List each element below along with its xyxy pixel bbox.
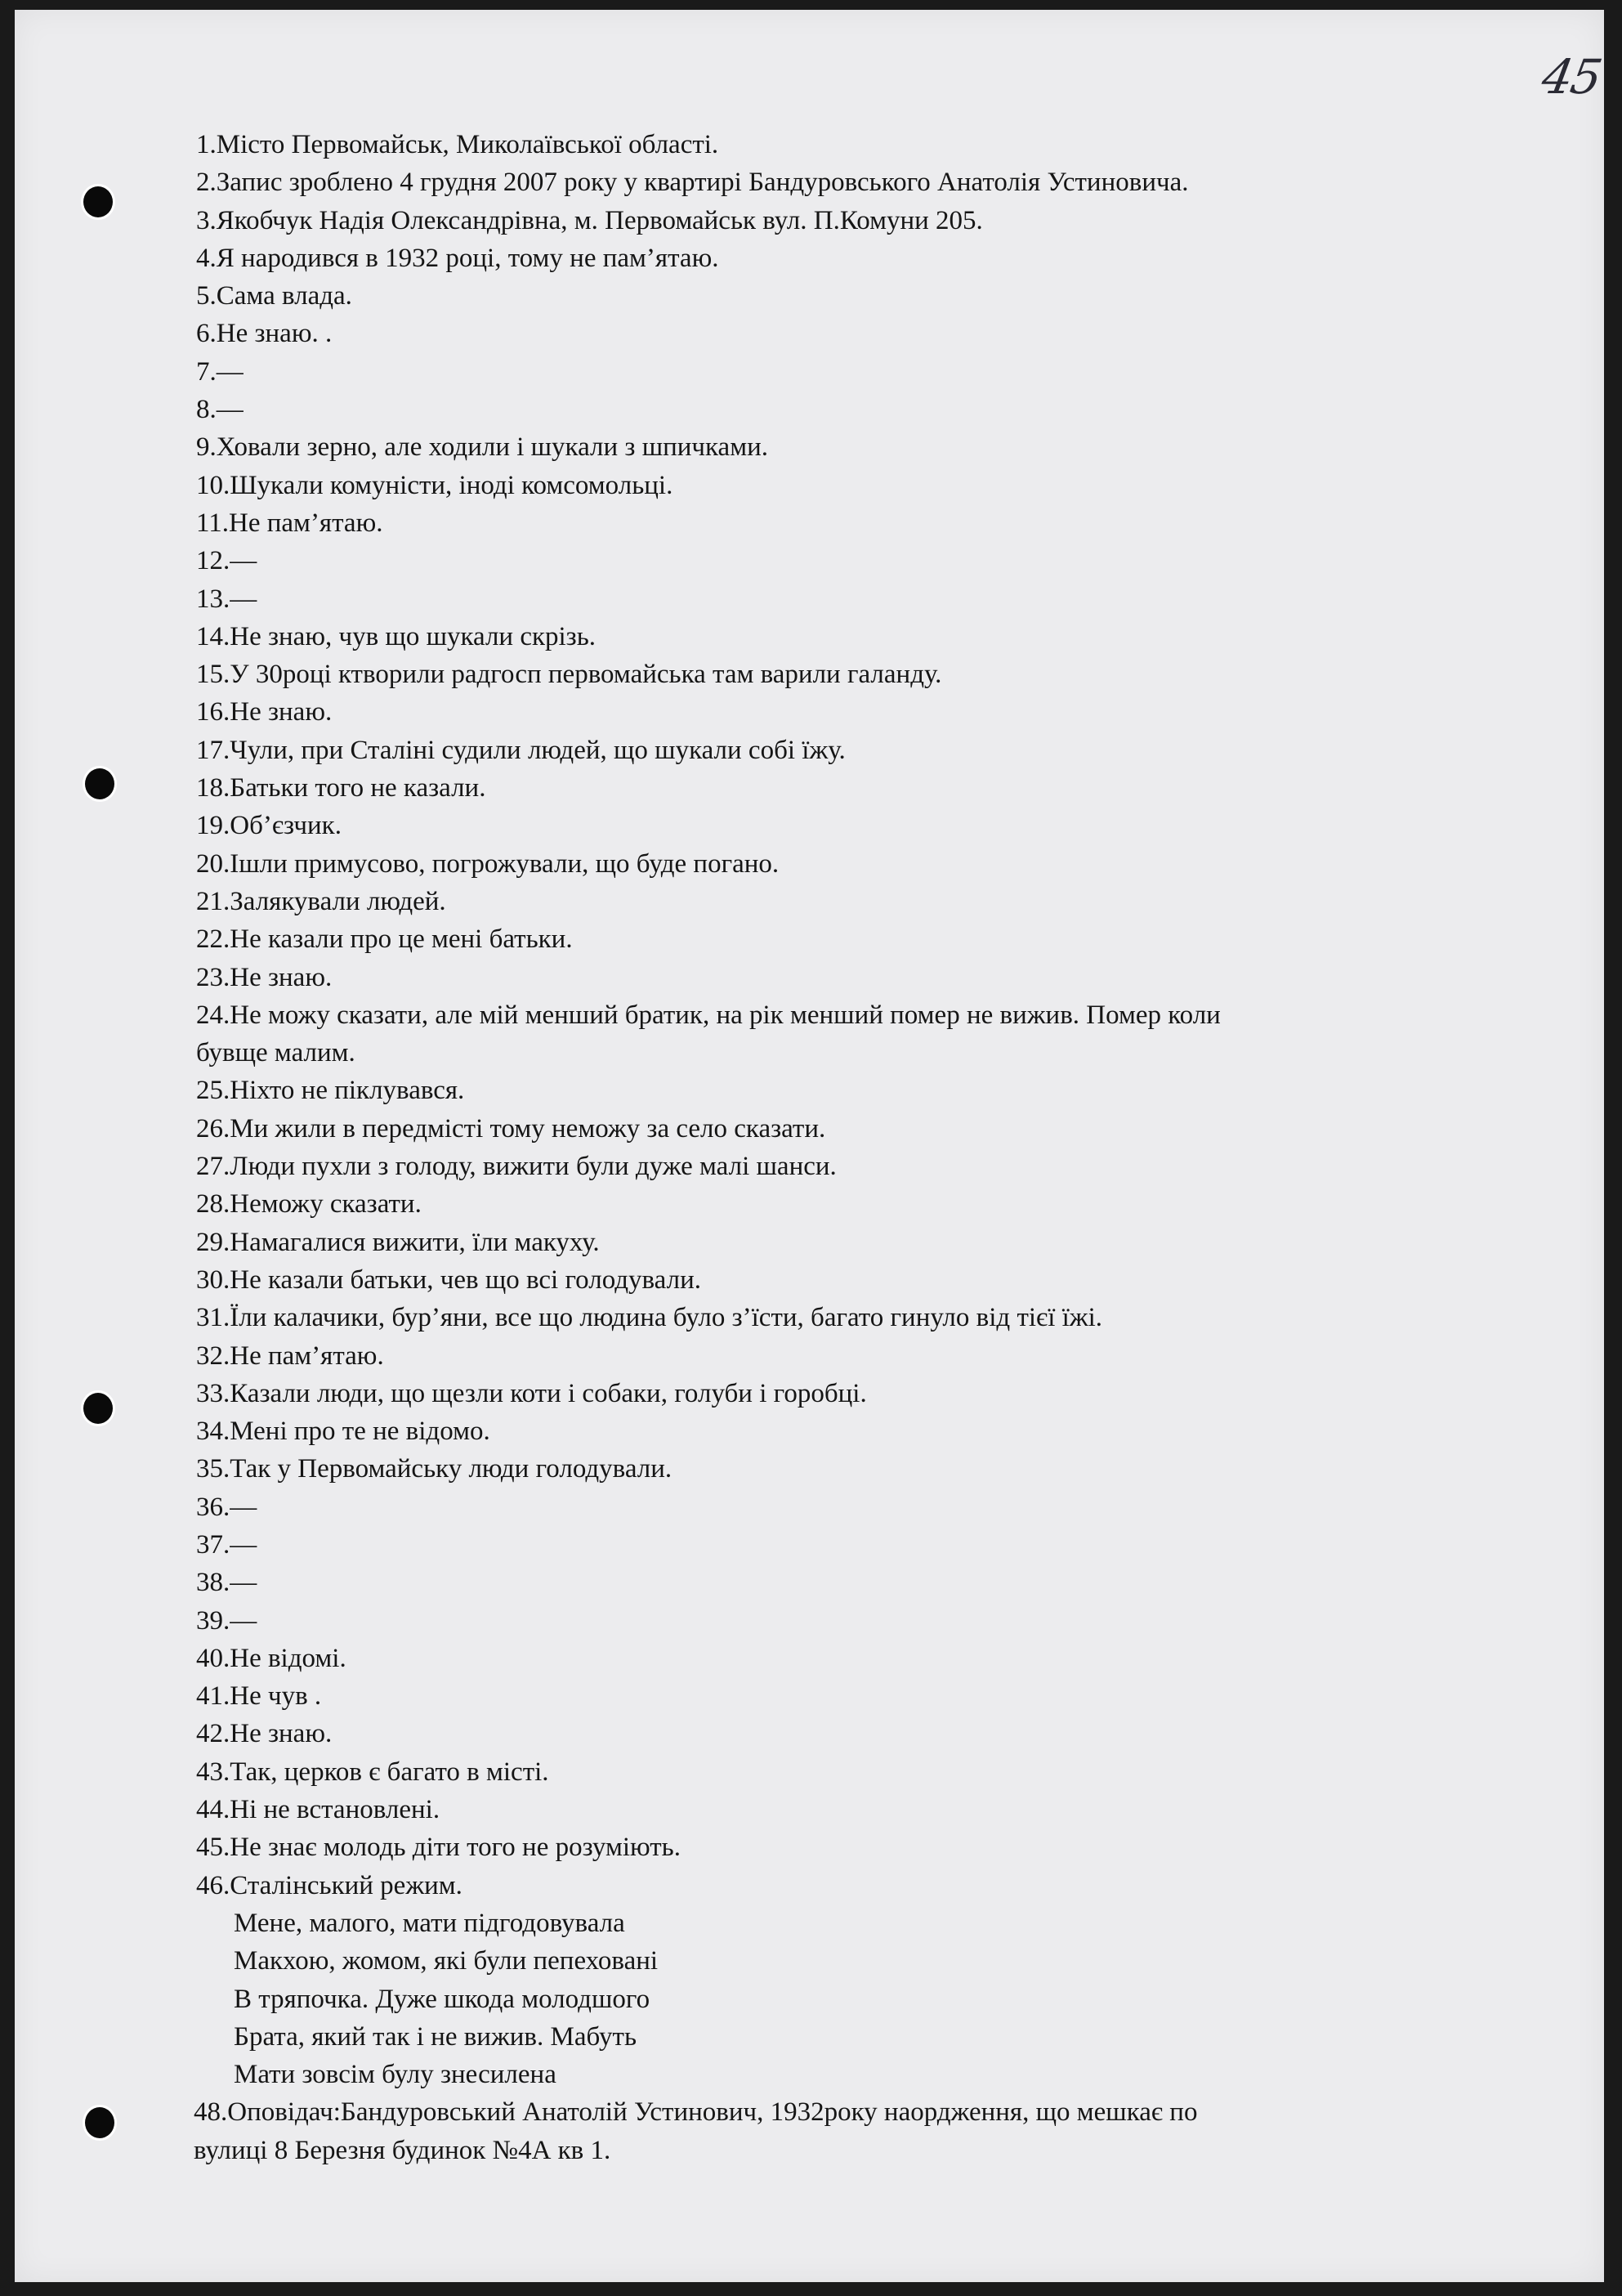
answer-line: 17.Чули, при Сталіні судили людей, що шукали собі їжу. (196, 735, 846, 765)
answer-line: 46.Сталінський режим. (196, 1870, 462, 1900)
answer-line: 1.Місто Первомайськ, Миколаївської області. (196, 130, 719, 159)
narrator-line: вулиці 8 Березня будинок №4А кв 1. (194, 2135, 611, 2165)
narrator-line: 48.Оповідач:Бандуровський Анатолій Устинович, 1932року наордження, що мешкає по (194, 2097, 1198, 2128)
answer-line: 27.Люди пухли з голоду, вижити були дуже малі шанси. (196, 1152, 837, 1182)
answer-line: 26.Ми жили в передмісті тому неможу за село сказати. (196, 1113, 826, 1144)
handwritten-page-number: 45 (1538, 49, 1605, 105)
narrative-line: Мати зовсім булу знесилена (234, 2060, 556, 2090)
answer-line: 20.Ішли примусово, погрожували, що буде погано. (196, 848, 780, 879)
answer-line: 25.Ніхто не піклувався. (196, 1076, 465, 1106)
answer-line: 18.Батьки того не казали. (196, 773, 486, 803)
punch-hole-icon (83, 1393, 113, 1424)
narrative-line: Брата, який так і не вижив. Мабуть (234, 2021, 637, 2052)
interview-answers (196, 126, 1471, 2169)
answer-line: 3.Якобчук Надія Олександрівна, м. Первомайськ вул. П.Комуни 205. (196, 205, 983, 235)
answer-line: 42.Не знаю. (196, 1719, 333, 1749)
answer-line: 6.Не знаю. . (196, 319, 333, 349)
answer-line: 23.Не знаю. (196, 962, 333, 992)
answer-line: 41.Не чув . (196, 1681, 322, 1712)
answer-line: 2.Запис зроблено 4 грудня 2007 року у квартирі Бандуровського Анатолія Устиновича. (196, 168, 1189, 198)
answer-line: 24.Не можу сказати, але мій менший братик, на рік менший помер не вижив. Помер коли (196, 1000, 1221, 1030)
punch-hole-icon (85, 2107, 114, 2138)
narrative-line: В тряпочка. Дуже шкода молодшого (234, 1984, 650, 2014)
answer-line: 4.Я народився в 1932 році, тому не пам’ятаю. (196, 243, 719, 273)
answer-line: 32.Не пам’ятаю. (196, 1340, 384, 1371)
answer-line: 45.Не знає молодь діти того не розуміють. (196, 1833, 681, 1863)
answer-line: 12.— (196, 546, 257, 576)
answer-line: бувще малим. (196, 1038, 355, 1068)
punch-hole-icon (83, 186, 113, 217)
answer-line: 37.— (196, 1529, 257, 1560)
punch-hole-icon (85, 768, 114, 799)
narrative-line: Макхою, жомом, які були пепеховані (234, 1946, 659, 1976)
answer-line: 28.Неможу сказати. (196, 1189, 422, 1220)
answer-line: 33.Казали люди, що щезли коти і собаки, голуби і горобці. (196, 1378, 867, 1408)
answer-line: 38.— (196, 1568, 257, 1598)
answer-line: 30.Не казали батьки, чев що всі голодували. (196, 1264, 701, 1295)
answer-line: 5.Сама влада. (196, 281, 352, 311)
answer-line: 44.Ні не встановлені. (196, 1795, 440, 1825)
answer-line: 40.Не відомі. (196, 1643, 346, 1673)
answer-line: 19.Об’єзчик. (196, 811, 342, 841)
answer-line: 16.Не знаю. (196, 697, 333, 727)
answer-line: 15.У 30році ктворили радгосп первомайська там варили галанду. (196, 660, 942, 690)
answer-line: 7.— (196, 356, 244, 387)
narrative-line: Мене, малого, мати підгодовувала (234, 1908, 625, 1938)
answer-line: 36.— (196, 1492, 257, 1522)
answer-line: 11.Не пам’ятаю. (196, 508, 383, 538)
answer-line: 39.— (196, 1605, 257, 1636)
answer-line: 35.Так у Первомайську люди голодували. (196, 1454, 672, 1484)
answer-line: 10.Шукали комуністи, іноді комсомольці. (196, 470, 673, 500)
answer-line: 22.Не казали про це мені батьки. (196, 924, 573, 955)
answer-line: 29.Намагалися вижити, їли макуху. (196, 1227, 600, 1257)
answer-line: 9.Ховали зерно, але ходили і шукали з шпичками. (196, 432, 768, 463)
answer-line: 21.Залякували людей. (196, 886, 446, 916)
answer-line: 14.Не знаю, чув що шукали скрізь. (196, 621, 597, 651)
answer-line: 34.Мені про те не відомо. (196, 1417, 490, 1447)
answer-line: 31.Їли калачики, бур’яни, все що людина було з’їсти, багато гинуло від тієї їжі. (196, 1303, 1102, 1333)
answer-line: 43.Так, церков є багато в місті. (196, 1757, 549, 1787)
answer-line: 13.— (196, 584, 257, 614)
answer-line: 8.— (196, 395, 244, 425)
